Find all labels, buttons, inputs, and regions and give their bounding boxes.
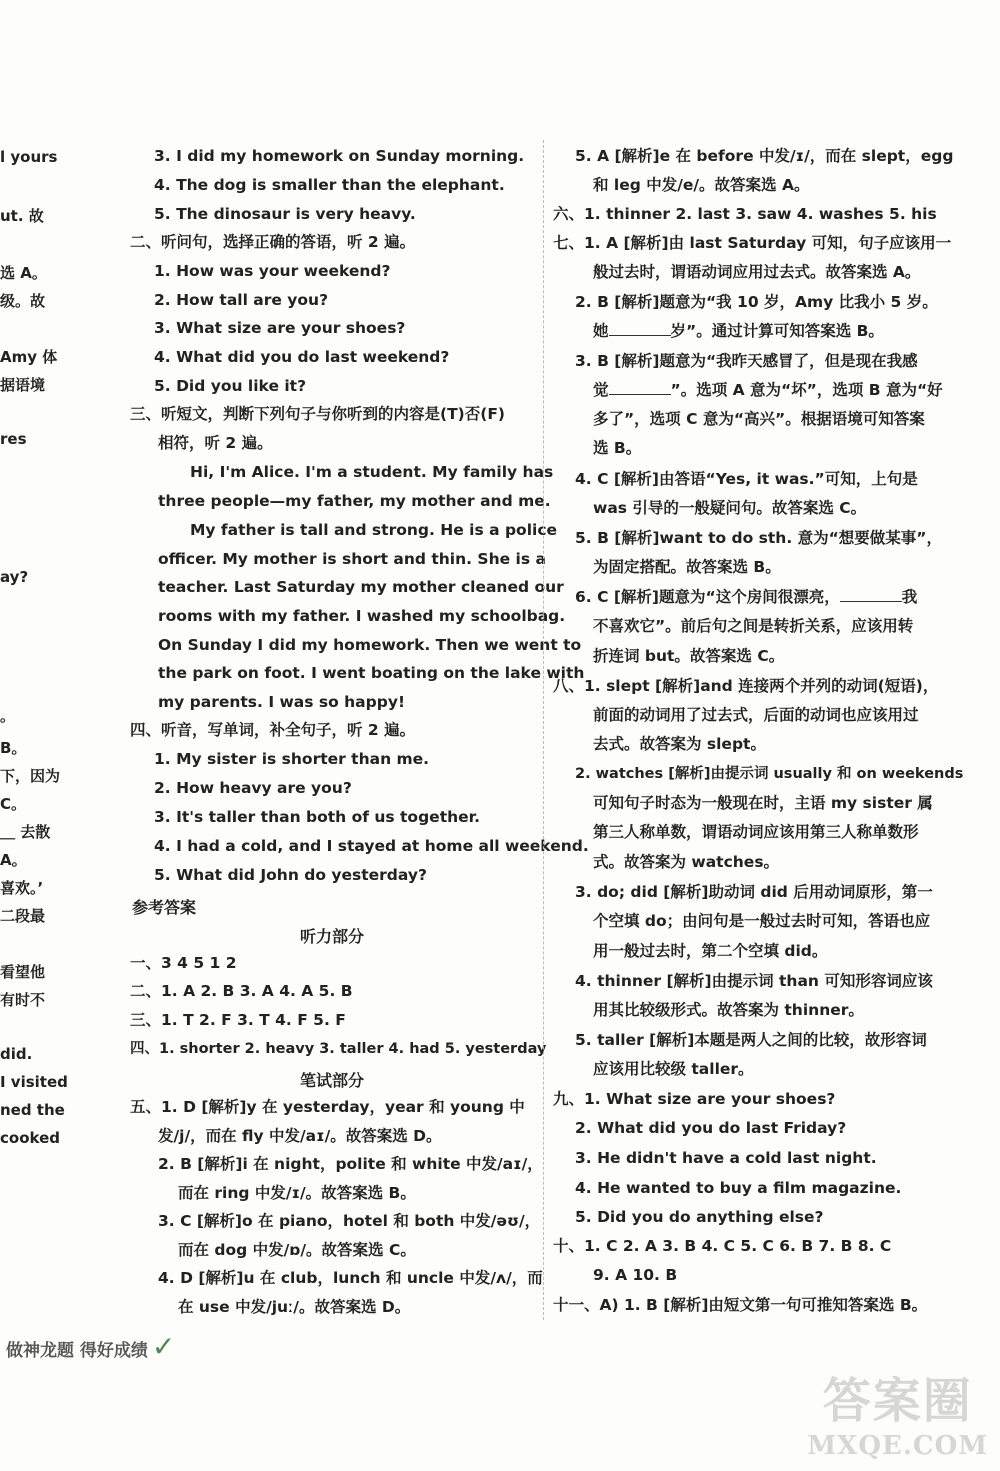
sentence-line: 2. How heavy are you?: [154, 779, 352, 797]
question-line: 4. What did you do last weekend?: [154, 348, 450, 366]
line-text: 我: [901, 588, 918, 606]
fragment: 看望他: [0, 963, 46, 981]
page-footer: [6, 1330, 175, 1363]
watermark-url: MXQE.COM: [807, 1431, 988, 1461]
sentence-line: 3. It's taller than both of us together.: [154, 808, 480, 826]
written-title: 笔试部分: [299, 1071, 364, 1090]
fragment: Amy 体: [0, 348, 58, 366]
explanation-line: 3. C [解析]o 在 piano，hotel 和 both 中发/əʊ/，: [158, 1212, 541, 1230]
answer-line: 5. Did you do anything else?: [575, 1208, 824, 1226]
explanation-line: 十一、A) 1. B [解析]由短文第一句可推知答案选 B。: [553, 1296, 928, 1314]
explanation-line: 去式。故答案为 slept。: [593, 735, 766, 753]
explanation-line: 不喜欢它”。前后句之间是转折关系，应该用转: [593, 617, 914, 635]
fragment: cooked: [0, 1129, 60, 1147]
explanation-line: 选 B。: [593, 439, 642, 457]
line-text: ”。选项 A 意为“坏”，选项 B 意为“好: [670, 381, 943, 399]
section-title: 二、听问句，选择正确的答语，听 2 遍。: [130, 233, 416, 251]
answer-key-title: 参考答案: [132, 898, 197, 917]
explanation-line: [593, 321, 884, 341]
explanation-line: [593, 380, 943, 400]
explanation-line: 4. D [解析]u 在 club，lunch 和 uncle 中发/ʌ/，而: [158, 1269, 543, 1287]
column-divider: [543, 140, 544, 1320]
explanation-line: 用其比较级形式。故答案为 thinner。: [593, 1001, 864, 1019]
answer-line: 四、1. shorter 2. heavy 3. taller 4. had 5. yesterday: [130, 1041, 547, 1057]
explanation-line: 4. thinner [解析]由提示词 than 可知形容词应该: [575, 972, 933, 990]
explanation-line: 5. B [解析]want to do sth. 意为“想要做某事”，: [575, 529, 942, 547]
explanation-line: 用一般过去时，第二个空填 did。: [593, 942, 828, 960]
fragment: did.: [0, 1045, 33, 1063]
passage-line: Hi, I'm Alice. I'm a student. My family has: [190, 463, 554, 481]
sentence-line: 5. What did John do yesterday?: [154, 866, 427, 884]
explanation-line: 2. watches [解析]由提示词 usually 和 on weekends: [575, 766, 964, 782]
explanation-line: 5. taller [解析]本题是两人之间的比较，故形容词: [575, 1031, 927, 1049]
explanation-line: 而在 ring 中发/ɪ/。故答案选 B。: [178, 1184, 416, 1202]
explanation-line: 3. B [解析]题意为“我昨天感冒了，但是现在我感: [575, 352, 918, 370]
explanation-line: 第三人称单数，谓语动词应该用第三人称单数形: [593, 823, 919, 841]
checkmark-icon: ✓: [151, 1330, 176, 1363]
explanation-line: 在 use 中发/juː/。故答案选 D。: [178, 1298, 411, 1316]
answer-line: 六、1. thinner 2. last 3. saw 4. washes 5. his: [553, 205, 937, 223]
fragment: 级。故: [0, 292, 46, 310]
answer-line: 9. A 10. B: [593, 1266, 678, 1284]
question-line: 5. Did you like it?: [154, 377, 307, 395]
fragment: 喜欢。’: [0, 879, 44, 897]
watermark: [807, 1362, 988, 1461]
fragment: 据语境: [0, 376, 46, 394]
explanation-line: [575, 587, 917, 607]
explanation-line: 多了”，选项 C 意为“高兴”。根据语境可知答案: [593, 410, 925, 428]
explanation-line: 前面的动词用了过去式，后面的动词也应该用过: [593, 706, 919, 724]
text-line: 5. The dinosaur is very heavy.: [154, 205, 416, 223]
explanation-line: 2. B [解析]题意为“我 10 岁，Amy 比我小 5 岁。: [575, 293, 938, 311]
line-text: 她: [593, 322, 609, 340]
section-title-cont: 相符，听 2 遍。: [158, 434, 273, 452]
explanation-line: 2. B [解析]i 在 night，polite 和 white 中发/aɪ/，: [158, 1155, 543, 1173]
line-text: 觉: [593, 381, 609, 399]
fragment: l yours: [0, 148, 58, 166]
passage-line: the park on foot. I went boating on the lake with: [158, 664, 585, 682]
fragment: ay?: [0, 568, 29, 586]
sentence-line: 4. I had a cold, and I stayed at home all weekend.: [154, 837, 589, 855]
explanation-line: 而在 dog 中发/ɒ/。故答案选 C。: [178, 1241, 416, 1259]
explanation-line: 可知句子时态为一般现在时，主语 my sister 属: [593, 794, 933, 812]
explanation-line: 八、1. slept [解析]and 连接两个并列的动词(短语)，: [553, 677, 939, 695]
passage-line: officer. My mother is short and thin. She is a: [158, 550, 546, 568]
answer-line: 一、3 4 5 1 2: [130, 954, 237, 972]
explanation-line: 为固定搭配。故答案选 B。: [593, 558, 781, 576]
fill-blank: [609, 380, 671, 395]
watermark-logo: 答案圈: [822, 1373, 973, 1429]
fill-blank: [840, 587, 902, 602]
explanation-line: 5. A [解析]e 在 before 中发/ɪ/，而在 slept，egg: [575, 147, 954, 165]
explanation-line: 4. C [解析]由答语“Yes, it was.”可知，上句是: [575, 470, 918, 488]
fill-blank: [609, 321, 671, 336]
explanation-line: 和 leg 中发/e/。故答案选 A。: [593, 176, 810, 194]
line-text: 6. C [解析]题意为“这个房间很漂亮，: [575, 588, 840, 606]
explanation-line: 应该用比较级 taller。: [593, 1060, 754, 1078]
answer-line: 九、1. What size are your shoes?: [553, 1090, 836, 1108]
explanation-line: 3. do; did [解析]助动词 did 后用动词原形，第一: [575, 883, 933, 901]
question-line: 3. What size are your shoes?: [154, 319, 406, 337]
text-line: 3. I did my homework on Sunday morning.: [154, 147, 525, 165]
explanation-line: 般过去时，谓语动词应用过去式。故答案选 A。: [593, 263, 921, 281]
fragment: ut. 故: [0, 207, 44, 225]
fragment: I visited: [0, 1073, 68, 1091]
listening-title: 听力部分: [299, 927, 364, 946]
passage-line: rooms with my father. I washed my schoolbag.: [158, 607, 566, 625]
question-line: 2. How tall are you?: [154, 291, 329, 309]
passage-line: my parents. I was so happy!: [158, 693, 406, 711]
explanation-line: was 引导的一般疑问句。故答案选 C。: [593, 499, 867, 517]
sentence-line: 1. My sister is shorter than me.: [154, 750, 430, 768]
fragment: ned the: [0, 1101, 65, 1119]
passage-line: On Sunday I did my homework. Then we went to: [158, 636, 582, 654]
explanation-line: 五、1. D [解析]y 在 yesterday，year 和 young 中: [130, 1098, 525, 1116]
fragment: B。: [0, 739, 27, 757]
passage-line: three people—my father, my mother and me.: [158, 492, 551, 510]
answer-line: 十、1. C 2. A 3. B 4. C 5. C 6. B 7. B 8. C: [553, 1237, 892, 1255]
answer-line: 4. He wanted to buy a film magazine.: [575, 1179, 902, 1197]
fragment: res: [0, 430, 27, 448]
answer-line: 3. He didn't have a cold last night.: [575, 1149, 877, 1167]
section-title: 三、听短文，判断下列句子与你听到的内容是(T)否(F): [130, 405, 505, 423]
fragment: 有时不: [0, 991, 46, 1009]
fragment: 下，因为: [0, 767, 61, 785]
fragment: 选 A。: [0, 264, 47, 282]
fragment: A。: [0, 851, 27, 869]
fragment: ＿ 去散: [0, 823, 51, 841]
passage-line: My father is tall and strong. He is a police: [190, 521, 558, 539]
explanation-line: 折连词 but。故答案选 C。: [593, 647, 785, 665]
explanation-line: 发/j/，而在 fly 中发/aɪ/。故答案选 D。: [158, 1127, 442, 1145]
answer-line: 三、1. T 2. F 3. T 4. F 5. F: [130, 1011, 346, 1029]
section-title: 四、听音，写单词，补全句子，听 2 遍。: [130, 721, 416, 739]
footer-slogan: 做神龙题 得好成绩: [6, 1341, 148, 1361]
fragment: 二段最: [0, 907, 46, 925]
explanation-line: 式。故答案为 watches。: [593, 853, 780, 871]
answer-line: 2. What did you do last Friday?: [575, 1119, 847, 1137]
fragment: 。: [0, 707, 16, 725]
passage-line: teacher. Last Saturday my mother cleaned our: [158, 578, 564, 596]
line-text: 岁”。通过计算可知答案选 B。: [670, 322, 884, 340]
explanation-line: 个空填 do；由问句是一般过去时可知，答语也应: [593, 912, 931, 930]
fragment: C。: [0, 795, 27, 813]
question-line: 1. How was your weekend?: [154, 262, 391, 280]
answer-line: 二、1. A 2. B 3. A 4. A 5. B: [130, 982, 353, 1000]
text-line: 4. The dog is smaller than the elephant.: [154, 176, 505, 194]
explanation-line: 七、1. A [解析]由 last Saturday 可知，句子应该用一: [553, 234, 952, 252]
